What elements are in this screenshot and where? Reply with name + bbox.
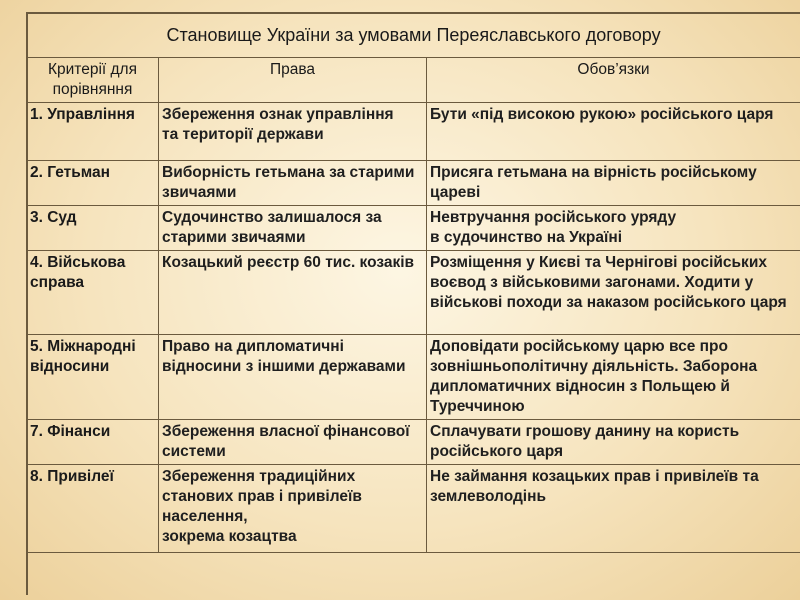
duties-cell: Не займання козацьких прав і привілеїв та землеволодінь <box>427 465 800 553</box>
header-row <box>27 58 800 103</box>
duties-cell: Невтручання російського уряду в судочинство на Україні <box>427 206 800 251</box>
duties-cell: Присяга гетьмана на вірність російському цареві <box>427 161 800 206</box>
duties-cell: Бути «під високою рукою» російського царя <box>427 103 800 161</box>
criteria-cell: 5. Міжнародні відносини <box>27 335 159 420</box>
table-title: Становище України за умовами Переяславського договору <box>27 13 800 58</box>
comparison-table <box>26 12 800 553</box>
table-row <box>27 335 800 420</box>
criteria-cell: 8. Привілеї <box>27 465 159 553</box>
criteria-cell: 2. Гетьман <box>27 161 159 206</box>
criteria-cell: 3. Суд <box>27 206 159 251</box>
criteria-cell: 1. Управління <box>27 103 159 161</box>
rights-cell: Збереження ознак управління та території держави <box>159 103 427 161</box>
rights-cell: Виборність гетьмана за старими звичаями <box>159 161 427 206</box>
rights-cell: Судочинство залишалося за старими звичаями <box>159 206 427 251</box>
header-criteria: Критерії для порівняння <box>27 58 159 103</box>
table-row <box>27 206 800 251</box>
table-row <box>27 420 800 465</box>
table-row <box>27 161 800 206</box>
header-duties: Обов’язки <box>427 58 800 103</box>
table-row <box>27 251 800 335</box>
duties-cell: Сплачувати грошову данину на користь російського царя <box>427 420 800 465</box>
rights-cell: Козацький реєстр 60 тис. козаків <box>159 251 427 335</box>
duties-cell: Доповідати російському царю все про зовнішньополітичну діяльність. Заборона дипломатичних відносин з Польщею й Туреччиною <box>427 335 800 420</box>
criteria-cell: 7. Фінанси <box>27 420 159 465</box>
header-rights: Права <box>159 58 427 103</box>
table-row <box>27 465 800 553</box>
criteria-cell: 4. Військова справа <box>27 251 159 335</box>
duties-cell: Розміщення у Києві та Чернігові російських воєвод з військовими загонами. Ходити у військові походи за наказом російського царя <box>427 251 800 335</box>
rights-cell: Збереження власної фінансової системи <box>159 420 427 465</box>
title-row <box>27 13 800 58</box>
rights-cell: Збереження традиційних станових прав і привілеїв населення, зокрема козацтва <box>159 465 427 553</box>
table-row <box>27 103 800 161</box>
rights-cell: Право на дипломатичні відносини з іншими державами <box>159 335 427 420</box>
